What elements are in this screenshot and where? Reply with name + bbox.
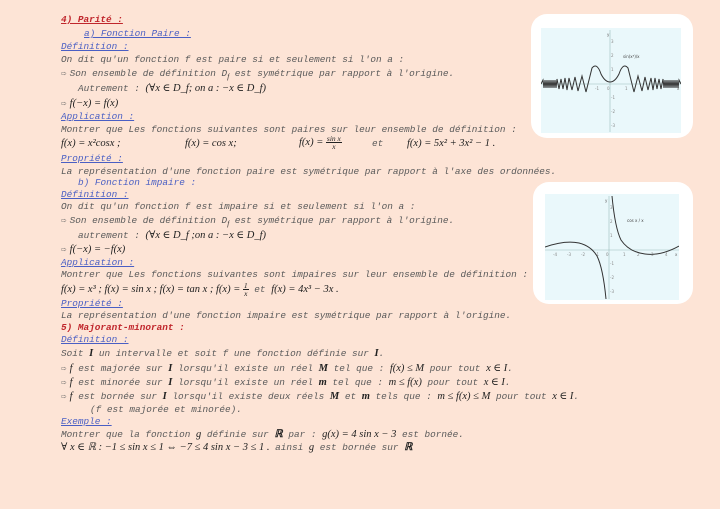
section-4-title: 4) Parité : bbox=[61, 14, 123, 25]
arrow-icon: ⇨ bbox=[61, 244, 67, 255]
arrow-icon: ⇨ bbox=[61, 68, 67, 79]
svg-text:sin(x³)/x: sin(x³)/x bbox=[623, 54, 640, 59]
property-label-odd: Propriété : bbox=[61, 298, 123, 309]
svg-text:cos x / x: cos x / x bbox=[627, 218, 644, 223]
svg-text:-2: -2 bbox=[581, 252, 585, 257]
section-5-title: 5) Majorant-minorant : bbox=[61, 322, 185, 333]
bornee-parenthetical: (f est majorée et minorée). bbox=[90, 404, 242, 415]
svg-text:-3: -3 bbox=[610, 289, 614, 294]
graph-even-card bbox=[531, 14, 693, 138]
svg-text:-2: -2 bbox=[611, 109, 615, 114]
definition-text-odd: On dit qu'un fonction f est impaire si et seulement si l'on a : bbox=[61, 201, 416, 212]
application-label-odd: Application : bbox=[61, 257, 135, 268]
bornee-condition: ⇨ f est bornée sur I lorsqu'il existe deux réels M et m tels que : m ≤ f(x) ≤ M pour tout x ∈ I. bbox=[61, 391, 580, 402]
svg-text:1: 1 bbox=[610, 233, 613, 238]
autrement-even: Autrement : (∀x ∈ D_f; on a : −x ∈ D_f) bbox=[78, 83, 267, 94]
course-page: 4) Parité : a) Fonction Paire : Définition : On dit qu'un fonction f est paire si et seulement si l'on a : ⇨ Son ensemble de définition $D_f$ est symétrique par rapport à l'origine. Autrement : (∀x ∈ D_f; on a : −x ∈ D_f) ⇨ f(−x) = f(x) Application : Montrer que Les fonctions suivantes sont paires sur leur ensemble de définition : f(x) = x²cosx ; f(x) = cos x; f(x) = $\frac{\text{sin x}}{x}$ et f(x) = 5x² + 3x² − 1 . Propriété : La représentation d'une fonction paire est symétrique par rapport à l'axe des ordonnées. b) Fonction impaire : Définition : On dit qu'un fonction f est impaire si et seulement si l'on a : ⇨ Son ensemble de définition $D_f$ est symétrique par rapport à l'origine. autrement : (∀x ∈ D_f ;on a : −x ∈ D_f) ⇨ f(−x) = −f(x) Application : Montrer que Les fonctions suivantes sont impaires sur leur ensemble de définition : f(x) = x³ ; f(x) = sin x ; f(x) = tan x ; f(x) = $\frac{1}{x}$ et f(x) = 4x³ − 3x . Propriété : La représentation d'une fonction impaire est symétrique par rapport à l'origine. 5) Majorant-minorant : Définition : Soit I un intervalle et soit f une fonction définie sur I. ⇨ f est majorée sur I lorsqu'il existe un réel M tel que : f(x) ≤ M pour tout x ∈ I. ⇨ f est minorée sur I lorsqu'il existe un réel m tel que : m ≤ f(x) pour tout x ∈ I. ⇨ f est bornée sur I lorsqu'il existe deux réels M et m tels que : m ≤ f(x) ≤ M pour tout x ∈ I. (f est majorée et minorée). Exemple : Montrer que la fonction g définie sur ℝ par : g(x) = 4 sin x − 3 est bornée. ∀ x ∈ ℝ : −1 ≤ sin x ≤ 1 ⇔ −7 ≤ 4 sin x − 3 ≤ 1 . ainsi g est bornée sur ℝ y x 3 2 1 -1 -2 -3 -1 0 1 sin(x³)/x y x 3 2 1 -1 -2 -3 -4 -3 -2 -1 0 1 2 3 4 cos x / x bbox=[0, 0, 720, 509]
arrow-icon: ⇨ bbox=[61, 377, 67, 388]
svg-text:4: 4 bbox=[665, 252, 668, 257]
arrow-icon: ⇨ bbox=[61, 215, 67, 226]
definition-label-odd: Définition : bbox=[61, 189, 129, 200]
svg-text:3: 3 bbox=[611, 39, 614, 44]
svg-text:-1: -1 bbox=[595, 86, 599, 91]
svg-text:0: 0 bbox=[607, 86, 610, 91]
condition-even-equality: ⇨ f(−x) = f(x) bbox=[61, 98, 119, 109]
graph-odd-card bbox=[533, 182, 693, 304]
svg-text:x: x bbox=[675, 252, 678, 257]
svg-text:1: 1 bbox=[623, 252, 626, 257]
svg-text:2: 2 bbox=[610, 219, 613, 224]
svg-text:x: x bbox=[677, 86, 680, 91]
example-text: Montrer que la fonction g définie sur ℝ par : g(x) = 4 sin x − 3 est bornée. bbox=[61, 429, 464, 440]
example-label: Exemple : bbox=[61, 416, 112, 427]
arrow-icon: ⇨ bbox=[61, 391, 67, 402]
odd-function-graph bbox=[545, 194, 679, 300]
svg-text:y: y bbox=[605, 198, 608, 203]
svg-text:-4: -4 bbox=[553, 252, 557, 257]
application-label: Application : bbox=[61, 111, 135, 122]
svg-text:-1: -1 bbox=[595, 252, 599, 257]
svg-text:1: 1 bbox=[625, 86, 628, 91]
definition-label: Définition : bbox=[61, 41, 129, 52]
definition-label-bound: Définition : bbox=[61, 334, 129, 345]
definition-text-bound: Soit I un intervalle et soit f une fonction définie sur I. bbox=[61, 348, 385, 359]
application-text: Montrer que Les fonctions suivantes sont paires sur leur ensemble de définition : bbox=[61, 124, 517, 135]
svg-text:-1: -1 bbox=[611, 95, 615, 100]
svg-text:-2: -2 bbox=[610, 275, 614, 280]
application-functions-odd: f(x) = x³ ; f(x) = sin x ; f(x) = tan x ; f(x) = $\frac{1}{x}$ et f(x) = 4x³ − 3x . bbox=[61, 281, 339, 298]
application-text-odd: Montrer que Les fonctions suivantes sont impaires sur leur ensemble de définition : bbox=[61, 269, 528, 280]
definition-text: On dit qu'un fonction f est paire si et seulement si l'on a : bbox=[61, 54, 405, 65]
svg-text:-3: -3 bbox=[567, 252, 571, 257]
even-function-graph bbox=[541, 28, 681, 133]
svg-text:1: 1 bbox=[611, 67, 614, 72]
svg-text:3: 3 bbox=[651, 252, 654, 257]
property-text-even: La représentation d'une fonction paire est symétrique par rapport à l'axe des ordonnées. bbox=[61, 166, 557, 177]
autrement-odd: autrement : (∀x ∈ D_f ;on a : −x ∈ D_f) bbox=[78, 230, 267, 241]
svg-text:3: 3 bbox=[610, 205, 613, 210]
svg-text:2: 2 bbox=[611, 53, 614, 58]
subsection-b-title: b) Fonction impaire : bbox=[78, 177, 197, 188]
property-text-odd: La représentation d'une fonction impaire est symétrique par rapport à l'origine. bbox=[61, 310, 512, 321]
majoree-condition: ⇨ f est majorée sur I lorsqu'il existe un réel M tel que : f(x) ≤ M pour tout x ∈ I. bbox=[61, 363, 513, 374]
example-solution: ∀ x ∈ ℝ : −1 ≤ sin x ≤ 1 ⇔ −7 ≤ 4 sin x − 3 ≤ 1 . ainsi g est bornée sur ℝ bbox=[61, 442, 413, 453]
svg-text:y: y bbox=[607, 32, 610, 37]
minoree-condition: ⇨ f est minorée sur I lorsqu'il existe un réel m tel que : m ≤ f(x) pour tout x ∈ I. bbox=[61, 377, 511, 388]
graph-even-plot bbox=[541, 28, 681, 133]
graph-odd-plot bbox=[545, 194, 679, 300]
condition-domain-odd: ⇨ Son ensemble de définition $D_f$ est symétrique par rapport à l'origine. bbox=[61, 215, 455, 228]
arrow-icon: ⇨ bbox=[61, 98, 67, 109]
svg-text:2: 2 bbox=[637, 252, 640, 257]
svg-text:-1: -1 bbox=[610, 261, 614, 266]
svg-text:0: 0 bbox=[606, 252, 609, 257]
arrow-icon: ⇨ bbox=[61, 363, 67, 374]
condition-domain-even: ⇨ Son ensemble de définition $D_f$ est symétrique par rapport à l'origine. bbox=[61, 68, 455, 81]
subsection-a-title: a) Fonction Paire : bbox=[84, 28, 191, 39]
svg-text:-3: -3 bbox=[611, 123, 615, 128]
condition-odd-equality: ⇨ f(−x) = −f(x) bbox=[61, 244, 126, 255]
property-label: Propriété : bbox=[61, 153, 123, 164]
